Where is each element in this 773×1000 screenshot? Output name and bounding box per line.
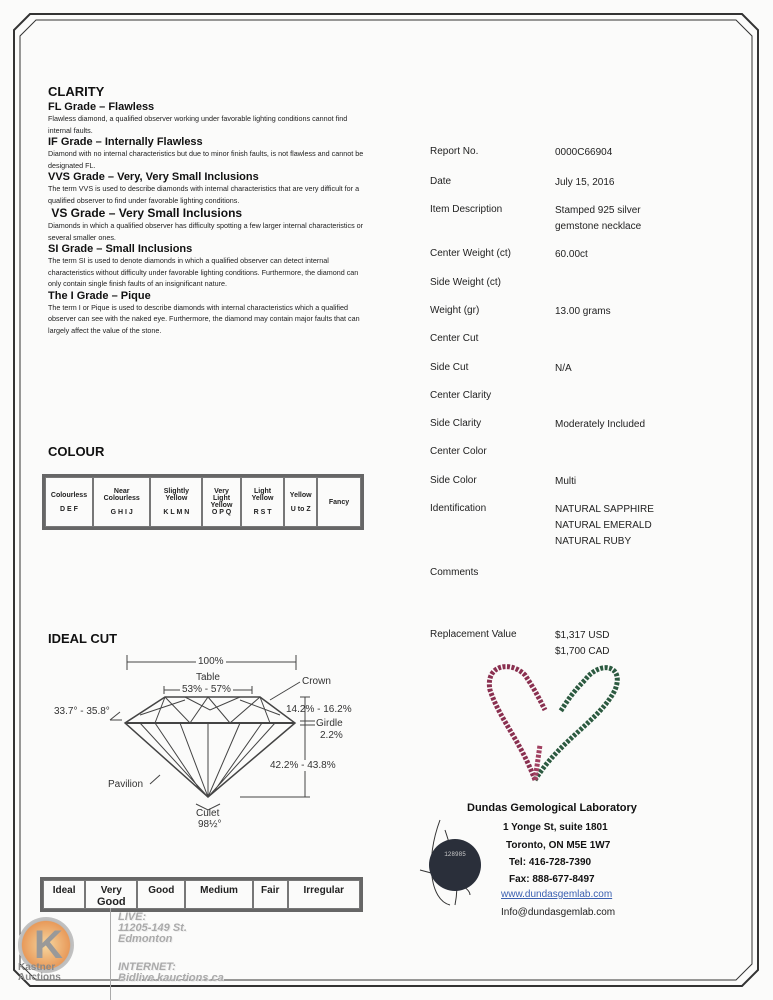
colour-cell: Near Colourless G H I J: [93, 477, 150, 527]
clarity-grade-si: [48, 243, 378, 290]
watermark-internet: INTERNET: Bidlive.kauctions.ca: [118, 961, 224, 984]
report-label: Center Weight (ct): [430, 248, 511, 259]
cut-cell-medium: Medium: [185, 880, 253, 909]
grade-description: Diamond with no internal characteristics but due to minor finish faults, is not flawless and cannot be designated FL.: [48, 149, 364, 170]
girdle-label: Girdle: [316, 718, 343, 729]
report-label: Side Clarity: [430, 418, 482, 429]
report-value-line: 60.00ct: [555, 249, 588, 260]
report-value-line: $1,317 USD: [555, 630, 610, 641]
cut-cell-irregular: Irregular: [288, 880, 360, 909]
lab-tel: Tel: 416-728-7390: [509, 857, 592, 868]
report-label: Center Color: [430, 446, 487, 457]
ideal-cut-title: IDEAL CUT: [48, 631, 118, 646]
report-value-line: $1,700 CAD: [555, 646, 610, 657]
report-value-line: NATURAL SAPPHIRE: [555, 504, 654, 515]
pavilion-label: Pavilion: [108, 779, 144, 790]
grade-description: Flawless diamond, a qualified observer working under favorable lighting conditions cannot find internal faults.: [48, 114, 348, 135]
report-label: Comments: [430, 567, 479, 578]
watermark-divider: [110, 908, 111, 1000]
report-value-line: July 15, 2016: [555, 177, 615, 188]
colour-scale-table: [42, 474, 364, 530]
grade-description: The term I or Pique is used to describe diamonds with internal characteristics which a qualified observer can see with the naked eye. Furthermore, the diamond may contain major faults that can largely affect the value of the stone.: [48, 302, 360, 335]
report-label: Weight (gr): [430, 305, 480, 316]
grade-description: Diamonds in which a qualified observer has difficulty spotting a few larger internal characteristics or several smaller ones.: [48, 221, 364, 242]
lab-fax: Fax: 888-677-8497: [509, 874, 595, 885]
report-value: [555, 417, 645, 433]
grade-heading: SI Grade – Small Inclusions: [48, 243, 193, 255]
grade-heading: IF Grade – Internally Flawless: [48, 136, 203, 148]
grade-heading: VVS Grade – Very, Very Small Inclusions: [48, 171, 259, 183]
table-range-label: 53% - 57%: [182, 684, 231, 695]
pavilion-depth-label: 42.2% - 43.8%: [270, 760, 336, 771]
colour-cell: Fancy: [317, 477, 361, 527]
lab-email: Info@dundasgemlab.com: [501, 907, 616, 918]
grade-heading: VS Grade – Very Small Inclusions: [48, 206, 243, 220]
crown-height-label: 14.2% - 16.2%: [286, 704, 352, 715]
kastner-auctions-logo: K Kastner Auctions: [8, 915, 103, 987]
cut-grade-table: [40, 877, 363, 912]
lab-seal: [420, 820, 481, 905]
clarity-grade-if: [48, 136, 378, 171]
colour-cell: Slightly Yellow K L M N: [150, 477, 202, 527]
cut-cell-ideal: Ideal: [43, 880, 85, 909]
girdle-value-label: 2.2%: [320, 730, 343, 741]
necklace-image: [489, 667, 617, 780]
report-value: [555, 247, 588, 263]
report-label: Side Weight (ct): [430, 277, 501, 288]
report-value: [555, 203, 641, 235]
report-value-line: NATURAL EMERALD: [555, 520, 652, 531]
lab-website-link[interactable]: www.dundasgemlab.com: [501, 889, 613, 900]
report-value: [555, 502, 654, 550]
table-label: Table: [196, 672, 220, 683]
grade-description: The term SI is used to denote diamonds in which a qualified observer can detect internal characteristics without difficulty under favorable lighting conditions. Furthermore, the diamond can only contain single finish faults of an insignificant nature.: [48, 256, 359, 288]
clarity-grade-i: [48, 290, 378, 337]
cut-cell-good: Good: [137, 880, 185, 909]
report-value: [555, 361, 572, 377]
culet-value-label: 98½°: [198, 819, 222, 830]
report-label: Item Description: [430, 204, 503, 215]
colour-cell: Very Light Yellow O P Q: [202, 477, 240, 527]
report-value: [555, 145, 612, 161]
crown-angle-label: 33.7° - 35.8°: [54, 706, 110, 717]
handwritten-selection: Good: [96, 896, 126, 908]
report-label: Side Cut: [430, 362, 469, 373]
clarity-grade-vvs: [48, 171, 378, 206]
report-label: Replacement Value: [430, 629, 517, 640]
report-value-line: Moderately Included: [555, 419, 646, 430]
report-label: Identification: [430, 503, 487, 514]
report-label: Date: [430, 176, 452, 187]
clarity-grade-fl: [48, 101, 378, 136]
report-value-line: Multi: [555, 476, 577, 487]
grade-heading: FL Grade – Flawless: [48, 101, 155, 113]
report-label: Report No.: [430, 146, 479, 157]
clarity-section: [48, 101, 378, 336]
clarity-title: CLARITY: [48, 84, 105, 99]
logo-text: Kastner Auctions: [18, 962, 61, 983]
colour-cell: Yellow U to Z: [284, 477, 317, 527]
grade-heading: The I Grade – Pique: [48, 289, 151, 302]
lab-address-line1: 1 Yonge St, suite 1801: [503, 822, 608, 833]
colour-cell: Light Yellow R S T: [241, 477, 285, 527]
report-value: [555, 175, 615, 191]
report-value-line: N/A: [555, 363, 572, 374]
report-label: Center Cut: [430, 333, 479, 344]
culet-label: Culet: [196, 808, 220, 819]
seal-number: 128985: [444, 851, 466, 858]
report-value-line: Stamped 925 silver: [555, 205, 641, 216]
clarity-grade-vs: [48, 206, 378, 243]
colour-cell: Colourless D E F: [45, 477, 93, 527]
report-value-line: gemstone necklace: [555, 221, 642, 232]
diameter-label: 100%: [198, 656, 224, 667]
cut-cell-very-good: Very Good: [85, 880, 137, 909]
report-value: [555, 628, 609, 660]
lab-address-line2: Toronto, ON M5E 1W7: [506, 840, 611, 851]
report-value-line: 13.00 grams: [555, 306, 611, 317]
report-value: [555, 304, 611, 320]
crown-label: Crown: [302, 676, 331, 687]
colour-title: COLOUR: [48, 444, 105, 459]
grade-description: The term VVS is used to describe diamonds with internal characteristics that are very difficult for a qualified observer to find under favorable lighting conditions.: [48, 184, 360, 205]
cut-cell-fair: Fair: [253, 880, 288, 909]
report-value-line: 0000C66904: [555, 147, 613, 158]
report-value-line: NATURAL RUBY: [555, 536, 632, 547]
report-value: [555, 474, 576, 490]
lab-name: Dundas Gemological Laboratory: [467, 802, 637, 814]
report-label: Center Clarity: [430, 390, 492, 401]
report-label: Side Color: [430, 475, 477, 486]
watermark-live: LIVE: 11205-149 St. Edmonton: [118, 911, 187, 945]
